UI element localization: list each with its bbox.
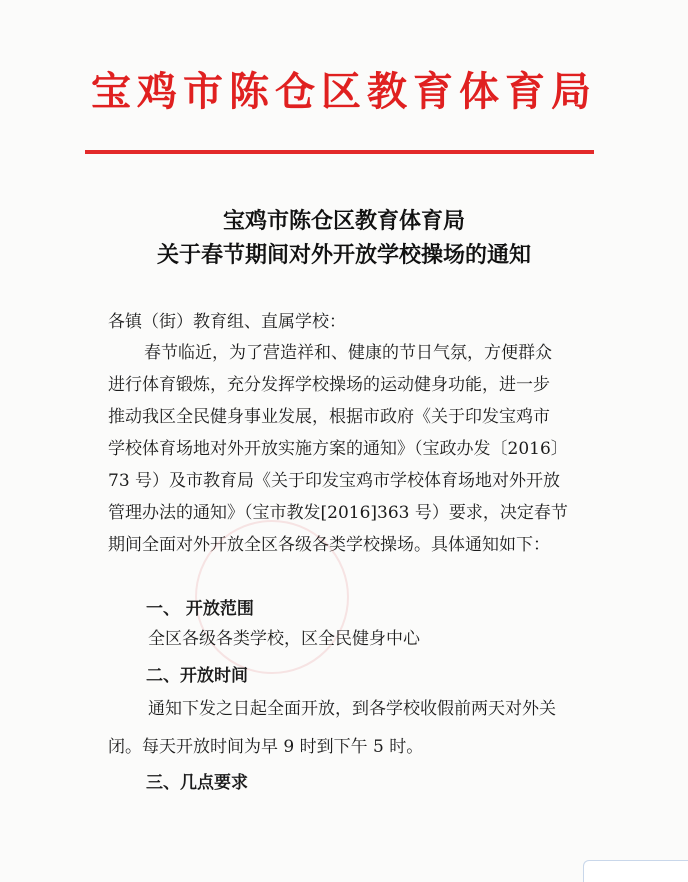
intro-line: 管理办法的通知》（宝市教发[2016]363 号）要求，决定春节 (108, 503, 568, 523)
notice-title-line-2: 关于春节期间对外开放学校操场的通知 (156, 242, 531, 268)
intro-line: 期间全面对外开放全区各级各类学校操场。具体通知如下： (108, 535, 550, 555)
letterhead-title: 宝鸡市陈仓区教育体育局 (91, 69, 597, 115)
intro-paragraph (108, 337, 598, 561)
intro-line: 推动我区全民健身事业发展，根据市政府《关于印发宝鸡市 (108, 407, 550, 427)
intro-line: 春节临近，为了营造祥和、健康的节日气氛，方便群众 (144, 343, 552, 363)
section-2-heading: 二、开放时间 (146, 666, 248, 686)
section-3-heading: 三、几点要求 (146, 773, 248, 793)
section-1-heading: 一、 开放范围 (146, 599, 254, 619)
notice-title-line-1: 宝鸡市陈仓区教育体育局 (222, 208, 465, 234)
corner-overlay-tab (583, 860, 688, 882)
section-2-line-1: 通知下发之日起全面开放，到各学校收假前两天对外关 (148, 699, 556, 719)
letterhead-red-rule (85, 150, 594, 154)
section-1-text: 全区各级各类学校，区全民健身中心 (148, 629, 420, 649)
salutation: 各镇（街）教育组、直属学校： (108, 312, 346, 332)
intro-line: 进行体育锻炼，充分发挥学校操场的运动健身功能，进一步 (108, 375, 550, 395)
section-2-line-2: 闭。每天开放时间为早 9 时到下午 5 时。 (108, 737, 424, 757)
intro-line: 学校体育场地对外开放实施方案的通知》（宝政办发〔2016〕 (108, 439, 568, 459)
intro-line: 73 号）及市教育局《关于印发宝鸡市学校体育场地对外开放 (108, 471, 561, 491)
